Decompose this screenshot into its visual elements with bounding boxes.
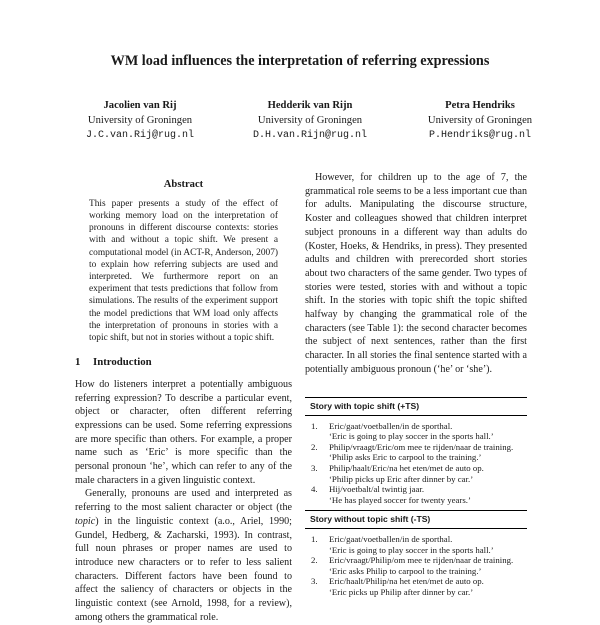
author-email: J.C.van.Rij@rug.nl — [85, 130, 195, 141]
right-column — [305, 171, 527, 377]
table-row: 1. Eric/gaat/voetballen/in de sporthal. ‘Eric is going to play soccer in the sports hall.’ — [311, 533, 494, 555]
right-paragraph-1: However, for children up to the age of 7, the grammatical role seems to be a less important cue than for adults. Manipulating the discourse structure, Koster and colleagues showed that children interpret subject pronouns in a different way than adults do (Koster, Hoeks, & Hendriks, in press). They presented adults and children with prerecorded short stories about two characters of the same gender. Two types of stories were tested, stories with and without a topic shift. In the stories with topic shift the topic shifted halfway by changing the grammatical role of the characters (see Table 1): the second character becomes the subject of next sentences, rather than the first character. In all stories the final sentence started with a potentially ambiguous pronoun (‘he’ or ‘she’). — [305, 172, 527, 375]
section-title: Introduction — [93, 356, 152, 369]
abstract-text: This paper presents a study of the effect of working memory load on the interpretation of pronouns in different discourse contexts: stories with and without a topic shift. We present a computational model (in ACT-R, Anderson, 2007) to explain how referring subjects are used and interpreted. We furthermore report on an experiment that tests predictions that follow from simulations. The results of the experiment support the model predictions that WM load only affects the interpretation of pronouns in stories with a topic shift, but not in stories without a topic shift. — [89, 198, 278, 343]
left-column — [75, 178, 292, 625]
section-number: 1 — [75, 356, 81, 369]
author-affiliation: University of Groningen — [257, 115, 363, 126]
table-row: 4. Hij/voetbalt/al twintig jaar. ‘He has played soccer for twenty years.’ — [311, 484, 471, 505]
author-email: P.Hendriks@rug.nl — [428, 130, 532, 141]
author-affiliation: University of Groningen — [87, 115, 193, 126]
intro-paragraph-1: How do listeners interpret a potentially ambiguous referring expression? To describe a particular event, object or character, often different referring expressions can be used. Some referring expressions are more specific than others. For example, a proper name such as ‘Eric’ is more specific than the personal pronoun ‘he’, which can refer to any of the male characters in a given linguistic context. — [75, 378, 292, 486]
author-affiliation: University of Groningen — [427, 115, 533, 126]
author-name: Hedderik van Rijn — [267, 100, 353, 111]
author-name: Petra Hendriks — [445, 100, 515, 111]
table-row: 1. Eric/gaat/voetballen/in de sporthal. ‘Eric is going to play soccer in the sports hall.’ — [311, 420, 494, 442]
author-email: D.H.van.Rijn@rug.nl — [252, 130, 368, 141]
table-row: 3. Eric/haalt/Philip/na het eten/met de auto op. ‘Eric picks up Philip after dinner by car.’ — [311, 576, 484, 597]
abstract-heading: Abstract — [163, 179, 204, 190]
paper-title: WM load influences the interpretation of referring expressions — [110, 53, 490, 69]
author-3 — [380, 98, 580, 143]
author-name: Jacolien van Rij — [103, 100, 177, 111]
table-row: 2. Philip/vraagt/Eric/om mee te rijden/naar de training. ‘Philip asks Eric to carpool to the training.’ — [311, 441, 514, 463]
table-row: 2. Eric/vraagt/Philip/om mee te rijden/naar de training. ‘Eric asks Philip to carpool to the training.’ — [311, 555, 514, 576]
section-heading — [75, 356, 292, 370]
table-row: 3. Philip/haalt/Eric/na het eten/met de auto op. ‘Philip picks up Eric after dinner by car.’ — [311, 462, 484, 484]
example-table — [305, 397, 527, 598]
intro-paragraph-2: Generally, pronouns are used and interpreted as referring to the most salient character or object (the topic) in the linguistic context (a.o., Ariel, 1990; Gundel, Hedberg, & Zacharski, 1993). In contrast, full noun phrases or proper names are used to introduce new characters or to refer to less salient characters. Different factors have been found to affect the saliency of characters or objects in the linguistic context (see Arnold, 1998, for a review), among others the grammatical role. — [75, 488, 292, 623]
topic-emphasis: topic — [75, 515, 96, 527]
table-heading-ts: Story with topic shift (+TS) — [310, 401, 420, 411]
table-heading-nts: Story without topic shift (-TS) — [310, 514, 431, 525]
